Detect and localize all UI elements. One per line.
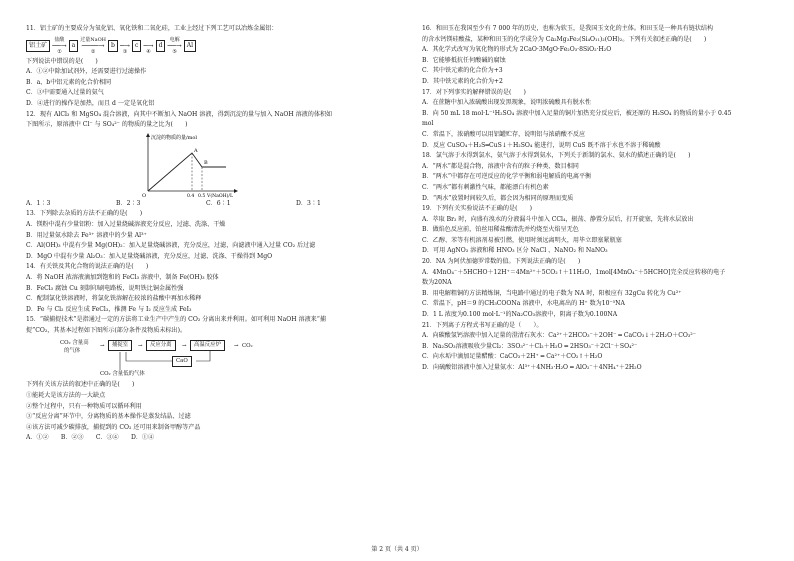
q11-line: 下列说法中错误的是( ) <box>26 57 98 65</box>
proc-low-gas: CO₂ 含量低的气体 <box>100 371 145 378</box>
graph-ylabel: 沉淀的物质的量/mol <box>151 134 198 141</box>
graph-point-b: B <box>204 159 208 166</box>
q15-stem: 15．“碳捕捉技术”是指通过一定的方法将工业生产中产生的 CO₂ 分离出来并利用。如可利用 NaOH 溶液来“捕 <box>26 316 326 324</box>
r-line: D．“两水”放置时间较久后，都会因为相同的原理而变质 <box>422 194 574 202</box>
q14-option-b: B．FeCl₃ 腐蚀 Cu 刻制印刷电路板，说明铁比铜金属性强 <box>26 284 184 292</box>
r-line: D．可用 AgNO₃ 溶液和稀 HNO₃ 区分 NaCl 、NaNO₂ 和 NaNO₃ <box>422 247 608 255</box>
r-line: B．用电解粗铜的方法精炼铜，当电路中通过的电子数为 NA 时，阳极应有 32gCu 转化为 Cu²⁺ <box>422 289 682 297</box>
q12-options <box>26 199 388 210</box>
flow-arrow-3: ─→ ③ <box>119 41 131 55</box>
q14-option-c: C．配制氯化铁溶液时，将氯化铁溶解在较浓的盐酸中再加水稀释 <box>26 295 202 303</box>
r-line: 数为20NA <box>422 279 452 287</box>
q11-option-d: D．④进行的操作是加热，而且 d 一定是氧化铝 <box>26 99 155 107</box>
r-line: 19．下列有关实验说法不正确的是( ) <box>422 205 533 213</box>
r-line: C．常温下，pH＝9 的CH₃COONa 溶液中，水电离出的 H⁺ 数为10⁻⁵NA <box>422 300 625 308</box>
q12-graph <box>134 131 239 199</box>
q15-process-diagram <box>60 336 260 380</box>
flow-box-end: Al <box>184 40 196 52</box>
r-line: 20．NA 为阿伏加德罗常数的值。下列说法正确的是( ) <box>422 258 581 266</box>
q15-statement-1: ①能耗大是该方法的一大缺点 <box>26 392 106 400</box>
graph-origin: O <box>142 192 147 199</box>
q11-option-c: C．③中需要通入过量的氨气 <box>26 89 104 97</box>
q12-stem: 12．现有 AlCl₃ 和 MgSO₄ 混合溶液，向其中不断加入 NaOH 溶液，得到沉淀的量与加入 NaOH 溶液的体积如 <box>26 110 333 118</box>
q12-option-b: B．2∶3 <box>116 199 141 207</box>
page-footer: 第 2 页（共 4 页） <box>371 546 423 553</box>
flow-box-c: c <box>132 40 141 52</box>
r-line: A．向碳酸氢钙溶液中加入足量的澄清石灰水：Ca²⁺＋2HCO₃⁻＋2OH⁻ ═ CaCO₃↓＋2H₂O＋CO₃²⁻ <box>422 332 696 340</box>
r-line: B．它能够抵抗任何酸碱的腐蚀 <box>422 56 506 64</box>
q11-option-a: A．①②中除加试剂外，还需要进行过滤操作 <box>26 68 147 76</box>
q11-stem: 11．铝土矿的主要成分为氧化铝、氧化铁和二氧化硅，工业上经过下列工艺可以冶炼金属铝： <box>26 25 278 32</box>
r-line: 16．和田玉在我国至少有 7 000 年的历史，也称为软玉，是我国玉文化的主体。和田玉是一种具有链状结构 <box>422 25 714 32</box>
proc-arrow-2: → <box>182 343 187 350</box>
r-line: B．做焰色反应前，铂丝用稀盐酸清洗并灼烧至火焰呈无色 <box>422 226 579 234</box>
flow-box-d: d <box>156 40 166 52</box>
graph-xlabel: V(NaOH)/L <box>207 193 234 199</box>
q13-option-a: A．镁粉中混有少量铝粉：加入过量烧碱溶液充分反应，过滤、洗涤、干燥 <box>26 220 226 228</box>
proc-box-cao: CaO <box>172 356 192 367</box>
r-line: B．“两水”中都存在可逆反应的化学平衡和弱电解质的电离平衡 <box>422 173 592 181</box>
graph-y-arrow <box>146 133 150 137</box>
r-line: D．反应 CuSO₄＋H₂S═CuS↓＋H₂SO₄ 能进行，说明 CuS 既不溶于水也不溶于稀硫酸 <box>422 141 661 149</box>
r-line: D．向硫酸铝溶液中加入过量氨水：Al³⁺＋4NH₃·H₂O ═ AlO₂⁻＋4NH₄⁺＋2H₂O <box>422 364 642 371</box>
proc-arrow-1: → <box>138 343 143 350</box>
r-line: A．“两水”都是混合物，溶液中含有的粒子种类、数目相同 <box>422 162 579 170</box>
q12-option-a: A．1∶3 <box>26 199 51 207</box>
q11-option-b: B．a、b中铝元素的化合价相同 <box>26 78 112 86</box>
r-line: C．向水垢中滴加足量醋酸：CaCO₃＋2H⁺ ═ Ca²⁺＋CO₂↑＋H₂O <box>422 353 603 361</box>
r-line: B．向 50 mL 18 mol·L⁻¹H₂SO₄ 溶液中加入足量的铜片加热充分反应后，被还原的 H₂SO₄ 的物质的量小于 0.45 <box>422 109 732 117</box>
q15-statement-3: ③“反应分离”环节中，分离物质的基本操作是蒸发结晶、过滤 <box>26 413 191 421</box>
q12-option-d: D．3∶1 <box>296 199 321 207</box>
r-line: C．常温下，浓硝酸可以用铝罐贮存，说明铝与浓硝酸不反应 <box>422 130 586 138</box>
proc-arrow-in: → <box>100 343 105 350</box>
r-line: 18．氯气溶于水得到氯水，氨气溶于水得到氨水，下列关于新制的氯水、氨水的描述正确的是( ) <box>422 152 691 160</box>
proc-input-bottom: 的气体 <box>64 348 81 355</box>
flow-arrow-2: 过量NaOH ────→ ② <box>80 36 107 55</box>
proc-box-separation: 反应分离 <box>146 340 176 351</box>
graph-point-a: A <box>194 147 198 154</box>
proc-box-furnace: 高温反应炉 <box>190 340 225 351</box>
flow-box-a: a <box>69 40 79 52</box>
r-line: 21．下列离子方程式书写正确的是（ ）。 <box>422 321 543 329</box>
graph-curve <box>148 153 226 191</box>
graph-tick-2: 0.5 <box>198 193 206 199</box>
left-column <box>26 24 388 444</box>
proc-input-top: CO₂ 含量高 <box>60 340 89 347</box>
right-column <box>422 24 784 374</box>
r-line: C．乙醇、苯等有机溶剂易被引燃，使用时须远离明火，用毕立即塞紧瓶塞 <box>422 236 622 244</box>
r-line: C．“两水”都有刺激性气味，都能漂白有机色素 <box>422 183 549 191</box>
q15-statement-4: ④该方法可减少碳排放，捕捉到的 CO₂ 还可用来制备甲醇等产品 <box>26 423 201 431</box>
q15-statement-2: ②整个过程中，只有一种物质可以循环利用 <box>26 402 142 410</box>
graph-tick-1: 0.4 <box>187 193 195 199</box>
q13-option-b: B．用过量氨水除去 Fe³⁺ 溶液中的少量 Al³⁺ <box>26 231 147 239</box>
graph-x-arrow <box>234 189 238 193</box>
r-line: 的含水钙镁硅酸盐，某种和田玉的化学成分为 Ca₂Mg₃Fe₂(Si₄O₁₁)₂(OH)₂。下列有关叙述正确的是( ) <box>422 35 707 43</box>
r-line: A．在蔗糖中加入浓硫酸出现发黑现象，说明浓硫酸具有脱水性 <box>422 99 591 107</box>
r-line: B．Na₂SO₃溶液吸收少量Cl₂：3SO₃²⁻＋Cl₂＋H₂O ═ 2HSO₃⁻＋2Cl⁻＋SO₄²⁻ <box>422 342 638 350</box>
q12-stem-2: 下图所示，原溶液中 Cl⁻ 与 SO₄²⁻ 的物质的量之比为( ) <box>26 121 188 129</box>
r-line: A．萃取 Br₂ 时，向盛有溴水的分液漏斗中加入 CCl₄，振荡、静置分层后，打开旋塞，先将水层放出 <box>422 215 694 223</box>
q11-flow-diagram <box>26 35 388 57</box>
q13-option-d: D．MgO 中混有少量 Al₂O₃：加入足量烧碱溶液，充分反应，过滤、洗涤、干燥得到 MgO <box>26 252 273 260</box>
r-line: A．其化学式改写为氧化物的形式为 2CaO·3MgO·Fe₂O₃·8SiO₂·H₂O <box>422 46 612 54</box>
r-line: C．其中铁元素的化合价为+3 <box>422 67 503 75</box>
q14-stem: 14．有关铁及其化合物的说法正确的是( ) <box>26 263 149 271</box>
q13-stem: 13．下列除去杂质的方法不正确的是( ) <box>26 210 143 218</box>
flow-arrow-1: 盐酸 ──→ ① <box>52 36 67 55</box>
q12-graph-svg <box>134 131 239 199</box>
flow-box-start: 铝土矿 <box>26 40 50 52</box>
q15-options: A．①② B．②③ C．③④ D．①④ <box>26 434 155 442</box>
r-line: A．4MnO₄⁻＋5HCHO＋12H⁺＝4Mn²⁺＋5CO₂↑＋11H₂O，1mol[4MnO₄⁻＋5HCHO]完全反应转移的电子 <box>422 268 726 276</box>
flow-arrow-4: ─→ ④ <box>143 41 154 55</box>
r-line: D．其中铁元素的化合价为+2 <box>422 77 503 85</box>
r-line: mol <box>422 120 434 128</box>
q15-stem-2: 捉”CO₂，其基本过程如下图所示(部分条件及物质未标出)。 <box>26 326 187 334</box>
r-line: D．1 L 浓度为0.100 mol·L⁻¹的Na₂CO₃溶液中，阴离子数为0.100NA <box>422 311 618 319</box>
proc-arrow-out: → <box>234 343 239 350</box>
proc-lines <box>60 336 260 380</box>
q14-option-d: D．Fe 与 Cl₂ 反应生成 FeCl₃，推测 Fe 与 I₂ 反应生成 FeI₃ <box>26 305 192 313</box>
q12-option-c: C．6∶1 <box>206 199 231 207</box>
proc-box-capture: 捕捉室 <box>108 340 132 351</box>
proc-output: CO₂ <box>242 343 253 350</box>
q14-option-a: A．将 NaOH 浓溶液滴加到饱和的 FeCl₃ 溶液中，制备 Fe(OH)₃ 胶体 <box>26 273 219 281</box>
q13-option-c: C．Al(OH)₃ 中混有少量 Mg(OH)₂：加入足量烧碱溶液，充分反应，过滤，向滤液中通入过量 CO₂ 后过滤 <box>26 242 316 250</box>
flow-arrow-5: 电解 ──→ ⑤ <box>167 36 182 55</box>
flow-box-b: b <box>108 40 118 52</box>
r-line: 17．对下列事实的解释错误的是( ) <box>422 88 526 96</box>
q15-question: 下列有关该方法的叙述中正确的是( ) <box>26 381 135 389</box>
